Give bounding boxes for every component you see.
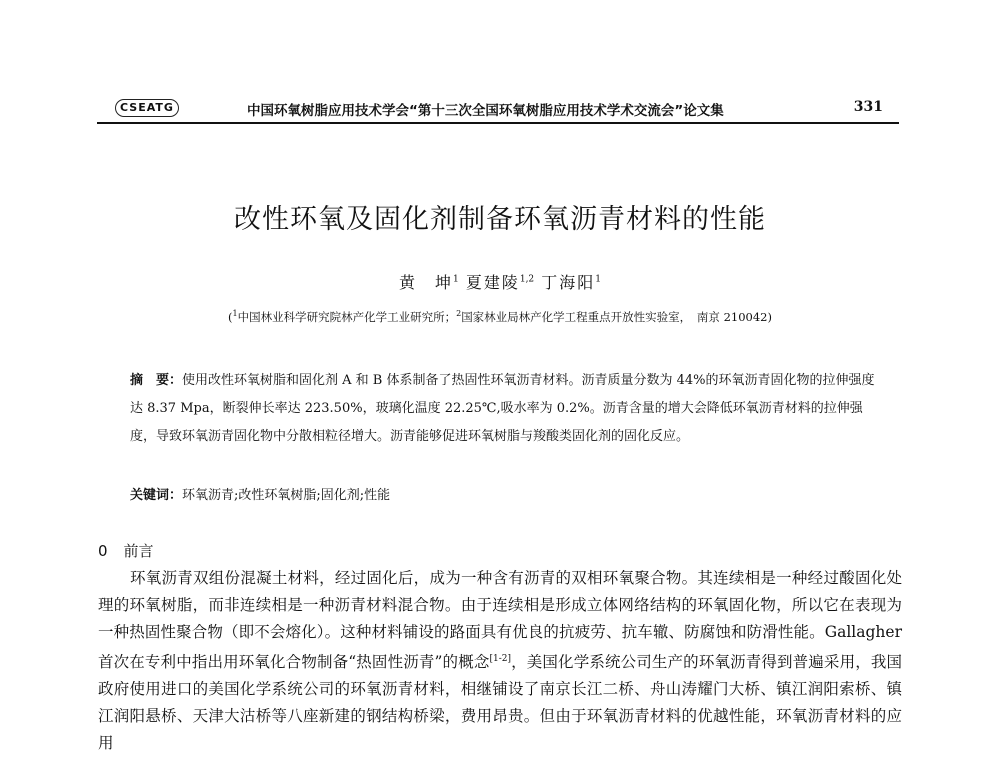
proceedings-title: 中国环氧树脂应用技术学会“第十三次全国环氧树脂应用技术学术交流会”论文集 [247, 103, 724, 119]
author-name: 丁海阳 [541, 273, 596, 292]
affiliation-mark: 1 [232, 309, 238, 319]
body-text-part: ，美国化学系统公司生产的环氧沥青得到普遍采用，我国政府使用进口的美国化学系统公司的环氧沥青材料，相继铺设了南京长江二桥、舟山涛耀门大桥、镇江润阳索桥、镇江润阳悬桥、天津大沽桥等八座新建的钢结构桥梁，费用昂贵。但由于环氧沥青材料的优越性能，环氧沥青材料的应用 [98, 653, 902, 753]
section-heading [98, 540, 154, 561]
citation: [1-2] [489, 654, 511, 664]
paper-title: 改性环氧及固化剂制备环氧沥青材料的性能 [234, 204, 766, 235]
running-header [97, 94, 899, 124]
body-paragraph [98, 565, 902, 757]
author-name: 黄 坤 [398, 273, 453, 292]
affiliation [0, 309, 1000, 325]
section-title: 前言 [123, 542, 154, 560]
society-logo: CSEATG [115, 99, 179, 117]
affiliation-text: 国家林业局林产化学工程重点开放性实验室， 南京 210042) [461, 310, 772, 324]
section-number: 0 [98, 542, 108, 560]
affiliation-text: 中国林业科学研究院林产化学工业研究所； [237, 310, 457, 324]
author-affiliation-mark: 1 [595, 274, 602, 285]
author-affiliation-mark: 1 [453, 274, 459, 285]
affiliation-mark: 2 [456, 309, 462, 319]
header-rule [97, 122, 899, 124]
affiliation-open: ( [228, 310, 233, 324]
keywords-label: 关键词： [130, 488, 183, 503]
page-number: 331 [853, 99, 883, 115]
body-text-part: 环氧沥青双组份混凝土材料，经过固化后，成为一种含有沥青的双相环氧聚合物。其连续相是一种经过酸固化处理的环氧树脂，而非连续相是一种沥青材料混合物。由于连续相是形成立体网络结构的环氧固化物，所以它在表现为一种热固性聚合物（即不会熔化）。这种材料铺设的路面具有优良的抗疲劳、抗车辙、防腐蚀和防滑性能。Gallagher 首次在专利中指出用环氧化合物制备“热固性沥青”的概念 [98, 569, 902, 672]
abstract [130, 367, 875, 451]
abstract-label: 摘 要： [130, 373, 183, 388]
author-list [0, 270, 1000, 293]
author-name: 夏建陵 [465, 273, 520, 292]
abstract-text: 使用改性环氧树脂和固化剂 A 和 B 体系制备了热固性环氧沥青材料。沥青质量分数为 44%的环氧沥青固化物的拉伸强度达 8.37 Mpa，断裂伸长率达 223.50%，玻璃化温度 22.25℃,吸水率为 0.2%。沥青含量的增大会降低环氧沥青材料的拉伸强度，导致环氧沥青固化物中分散相粒径增大。沥青能够促进环氧树脂与羧酸类固化剂的固化反应。 [130, 373, 875, 444]
author-affiliation-mark: 1,2 [519, 274, 535, 285]
keywords [130, 484, 875, 503]
keywords-text: 环氧沥青;改性环氧树脂;固化剂;性能 [182, 488, 391, 503]
